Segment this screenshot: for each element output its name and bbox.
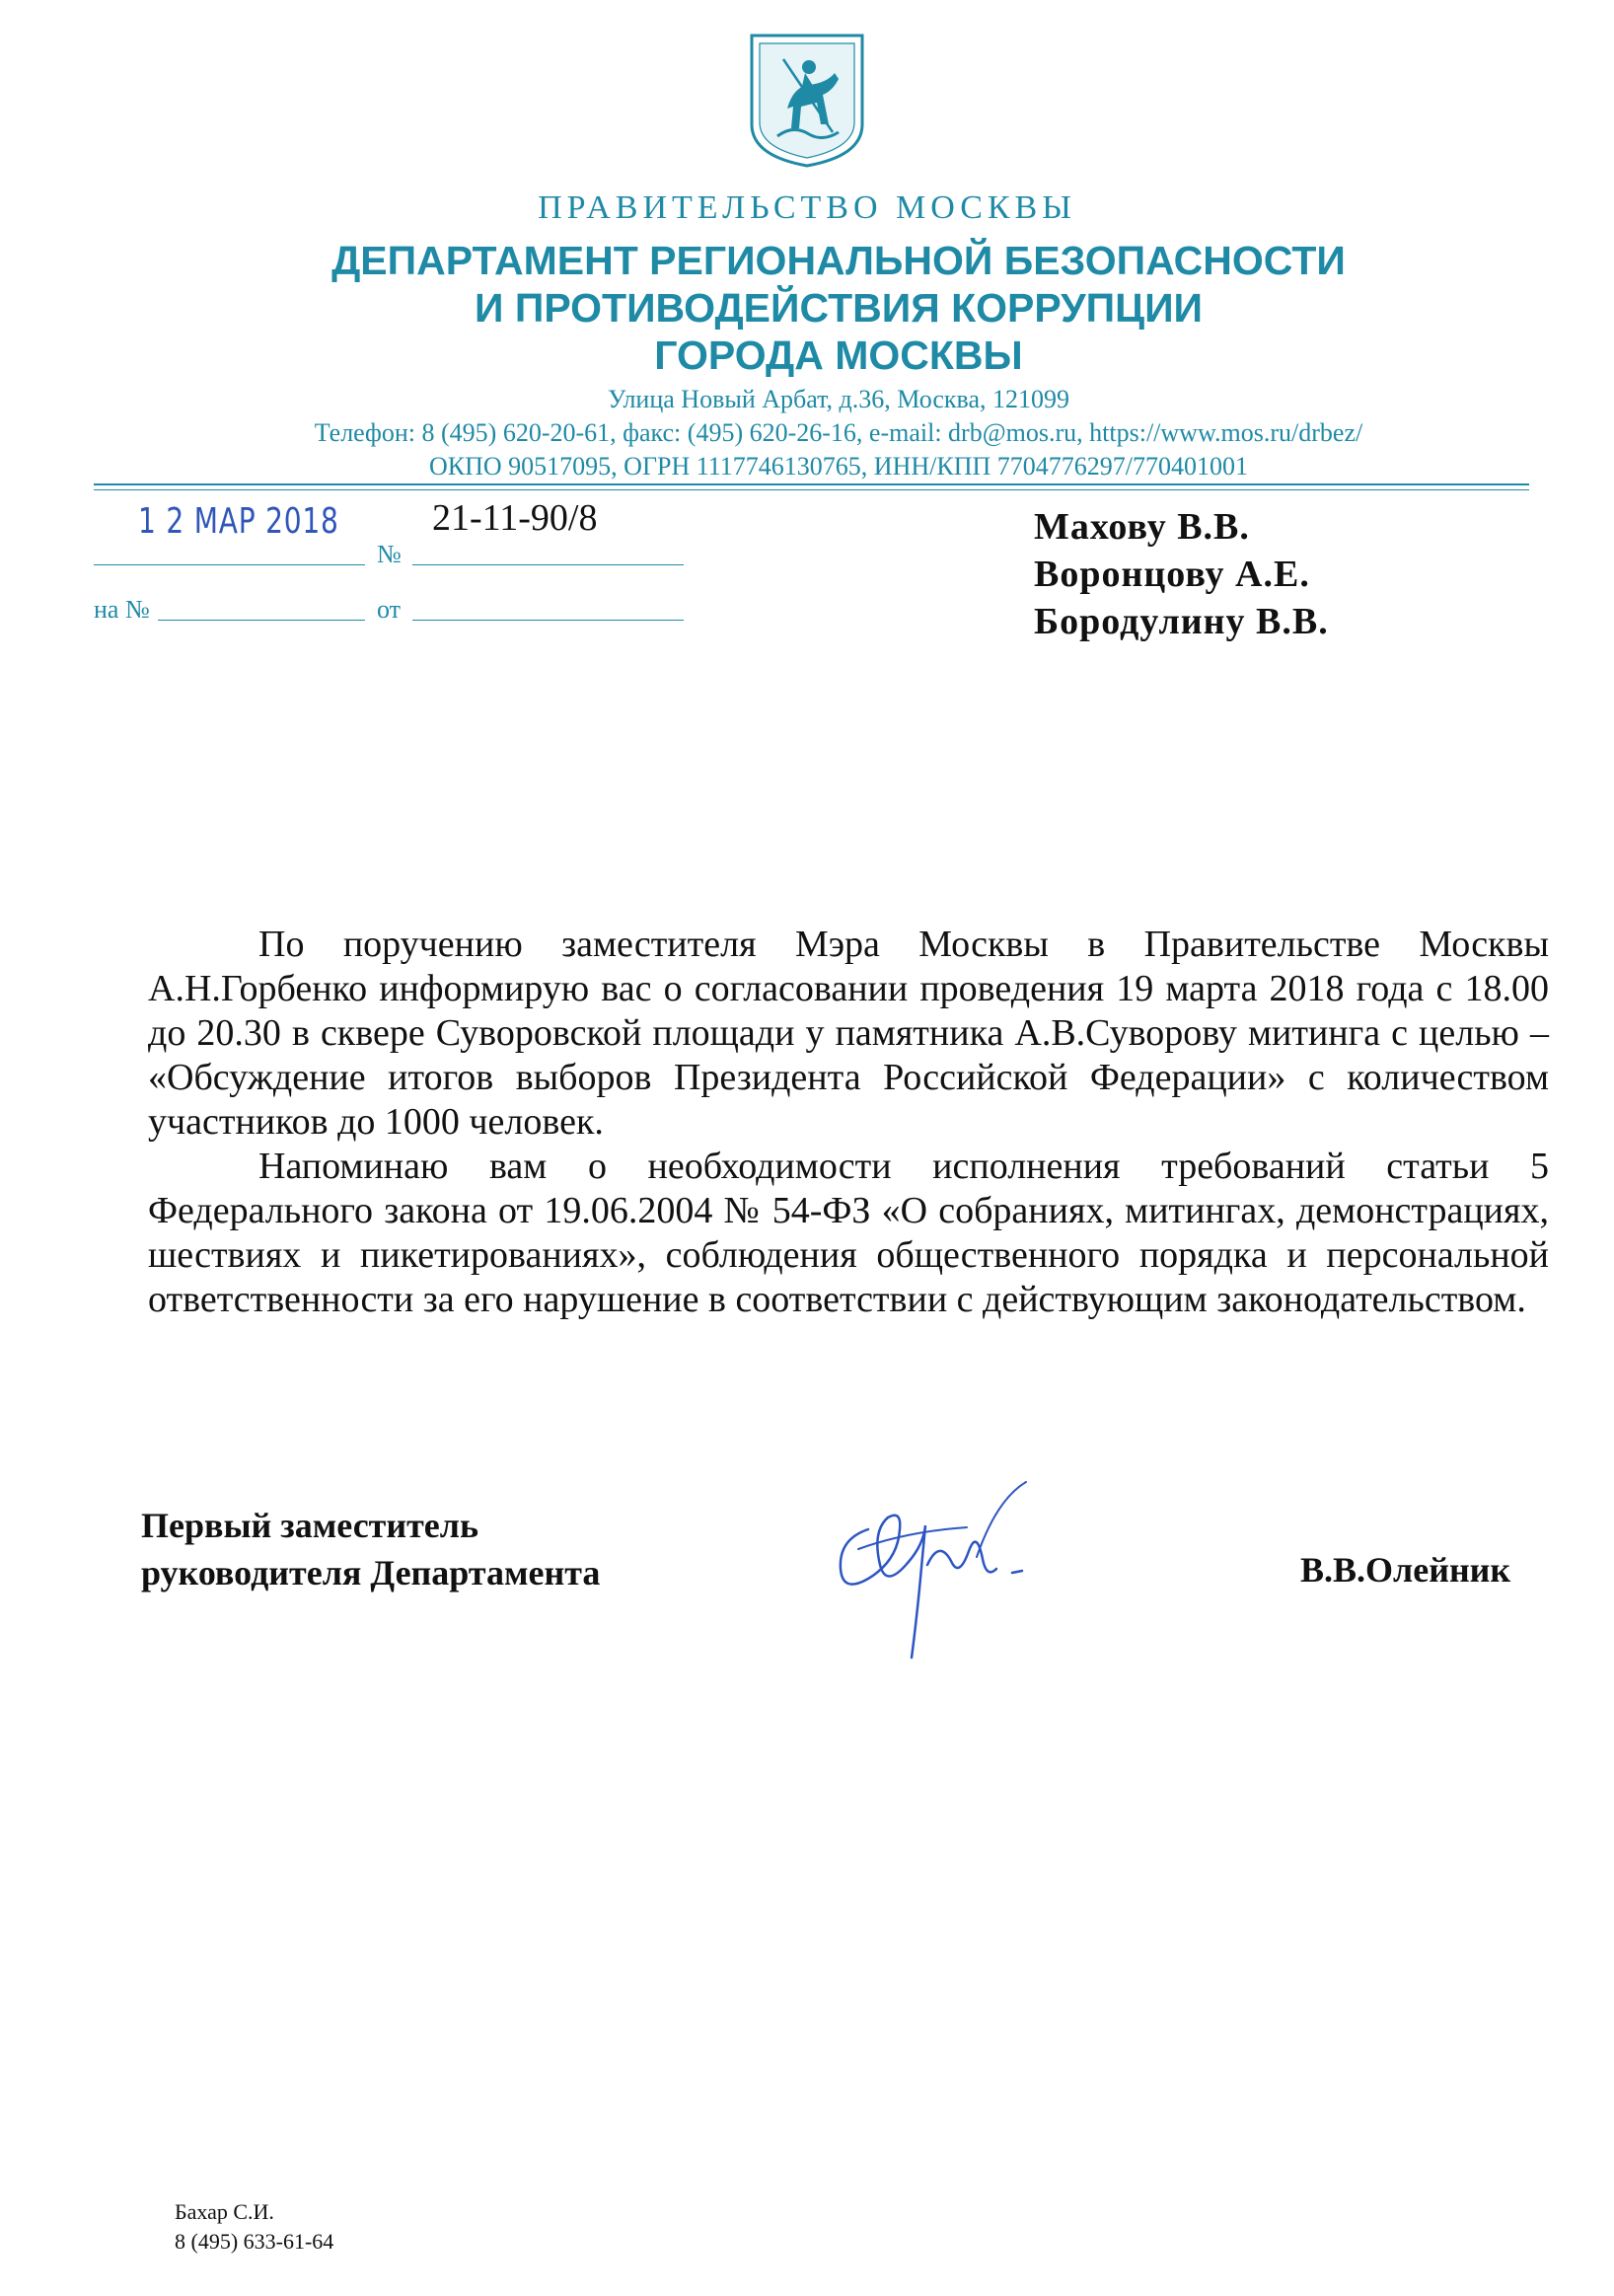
letter-body	[148, 923, 1549, 1322]
executor-block	[175, 2197, 333, 2257]
department-line-2: И ПРОТИВОДЕЙСТВИЯ КОРРУПЦИИ	[475, 285, 1203, 331]
executor-phone: 8 (495) 633-61-64	[175, 2229, 334, 2254]
letterhead-divider	[94, 483, 1529, 485]
phones-line: Телефон: 8 (495) 620-20-61, факс: (495) 620-26-16, e-mail: drb@mos.ru, https://www.mos.ru/drbez/	[314, 418, 1363, 447]
addressees	[1034, 503, 1329, 645]
signatory-title	[141, 1502, 600, 1596]
department-line-3: ГОРОДА МОСКВЫ	[654, 333, 1023, 378]
letterhead-divider-thin	[94, 489, 1529, 490]
department-name	[296, 237, 1381, 379]
address-line: Улица Новый Арбат, д.36, Москва, 121099	[607, 385, 1070, 413]
reply-date-line	[412, 620, 684, 621]
signatory-title-line-1: Первый заместитель	[141, 1506, 478, 1545]
body-paragraph-1: По поручению заместителя Мэра Москвы в Правительстве Москвы А.Н.Горбенко информирую вас о согласовании проведения 19 марта 2018 года с 18.00 до 20.30 в сквере Суворовской площади у памятника А.В.Суворову митинга с целью – «Обсуждение итогов выборов Президента Российской Федерации» с количеством участников до 1000 человек.	[148, 924, 1549, 1143]
reply-label: на №	[94, 595, 150, 624]
executor-name: Бахар С.И.	[175, 2199, 274, 2224]
reply-number-line	[158, 620, 365, 621]
date-line	[94, 564, 365, 565]
handwritten-signature	[829, 1470, 1085, 1667]
moscow-coat-of-arms-icon	[744, 30, 870, 170]
signatory-name: В.В.Олейник	[1300, 1550, 1511, 1590]
addressee-2: Воронцову А.Е.	[1034, 554, 1310, 595]
addressee-3: Бородулину В.В.	[1034, 601, 1329, 642]
date-stamp: 1 2 МАР 2018	[138, 501, 339, 542]
number-line	[412, 564, 684, 565]
codes-line: ОКПО 90517095, ОГРН 1117746130765, ИНН/КПП 7704776297/770401001	[429, 452, 1248, 481]
contact-block	[197, 383, 1480, 483]
number-label: №	[377, 540, 402, 568]
government-title: ПРАВИТЕЛЬСТВО МОСКВЫ	[538, 189, 1076, 226]
signatory-title-line-2: руководителя Департамента	[141, 1553, 601, 1592]
addressee-1: Махову В.В.	[1034, 506, 1250, 548]
from-label: от	[377, 595, 402, 624]
department-line-1: ДЕПАРТАМЕНТ РЕГИОНАЛЬНОЙ БЕЗОПАСНОСТИ	[331, 238, 1346, 283]
body-paragraph-2: Напоминаю вам о необходимости исполнения требований статьи 5 Федерального закона от 19.06.2004 № 54-ФЗ «О собраниях, митингах, демонстрациях, шествиях и пикетированиях», соблюдения общественного порядка и персональной ответственности за его нарушение в соответствии с действующим законодательством.	[148, 1146, 1549, 1320]
registration-number: 21-11-90/8	[432, 497, 598, 539]
